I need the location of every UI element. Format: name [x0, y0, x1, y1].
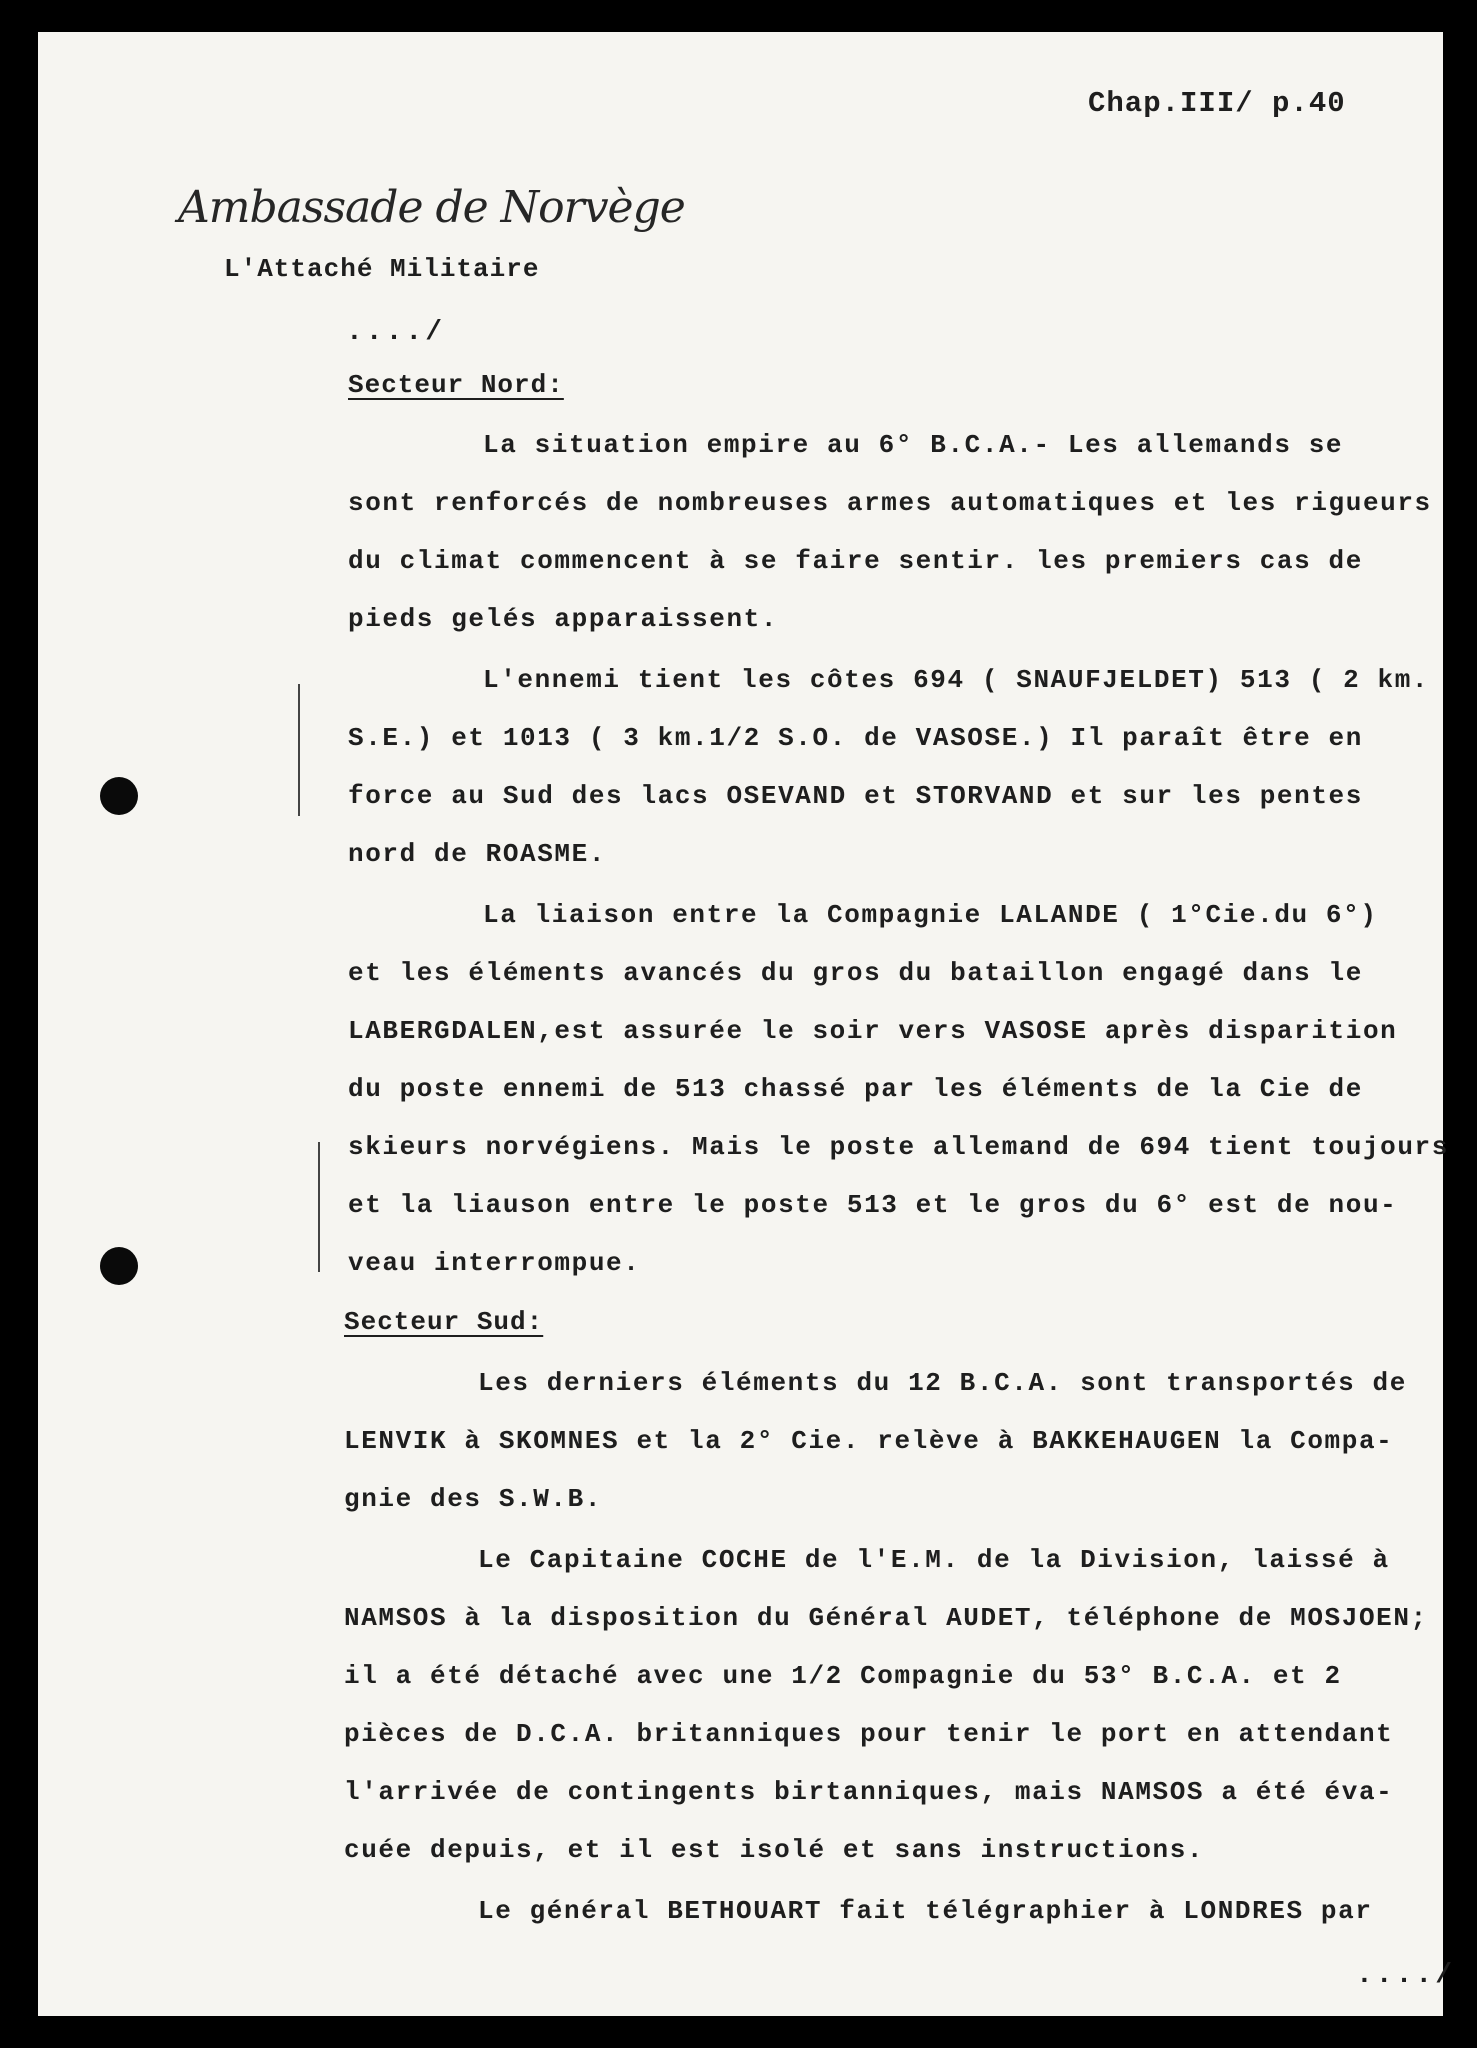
- text-line: Le général BETHOUART fait télégraphier à LONDRES par: [478, 1896, 1373, 1926]
- text-line: et les éléments avancés du gros du bataillon engagé dans le: [348, 958, 1363, 988]
- text-line: sont renforcés de nombreuses armes automatiques et les rigueurs: [348, 488, 1432, 518]
- text-line: LABERGDALEN,est assurée le soir vers VASOSE après disparition: [348, 1016, 1398, 1046]
- text-line: S.E.) et 1013 ( 3 km.1/2 S.O. de VASOSE.) Il paraît être en: [348, 723, 1363, 753]
- text-line: nord de ROASME.: [348, 839, 607, 869]
- section-heading-sud: Secteur Sud:: [344, 1307, 544, 1337]
- document-page: [38, 32, 1456, 2016]
- continuation-marker: ..../: [1356, 1960, 1456, 1991]
- text-line: l'arrivée de contingents birtanniques, mais NAMSOS a été éva-: [344, 1777, 1394, 1807]
- text-line: pièces de D.C.A. britanniques pour tenir le port en attendant: [344, 1719, 1394, 1749]
- office-title: L'Attaché Militaire: [224, 254, 540, 284]
- text-line: La liaison entre la Compagnie LALANDE ( 1°Cie.du 6°): [483, 900, 1378, 930]
- text-line: La situation empire au 6° B.C.A.- Les allemands se: [483, 430, 1344, 460]
- text-line: skieurs norvégiens. Mais le poste allemand de 694 tient toujours: [348, 1132, 1449, 1162]
- text-line: du climat commencent à se faire sentir. les premiers cas de: [348, 546, 1363, 576]
- text-line: cuée depuis, et il est isolé et sans instructions.: [344, 1835, 1205, 1865]
- text-line: gnie des S.W.B.: [344, 1484, 603, 1514]
- margin-mark: [298, 684, 300, 816]
- text-line: veau interrompue.: [348, 1248, 641, 1278]
- opening-marker: ..../: [346, 317, 446, 348]
- text-line: LENVIK à SKOMNES et la 2° Cie. relève à BAKKEHAUGEN la Compa-: [344, 1426, 1394, 1456]
- page-reference: Chap.III/ p.40: [1088, 87, 1346, 120]
- text-line: pieds gelés apparaissent.: [348, 604, 779, 634]
- punch-hole: [100, 777, 138, 815]
- section-heading-nord: Secteur Nord:: [348, 370, 564, 400]
- text-line: Les derniers éléments du 12 B.C.A. sont transportés de: [478, 1368, 1407, 1398]
- text-line: force au Sud des lacs OSEVAND et STORVAND et sur les pentes: [348, 781, 1363, 811]
- punch-hole: [100, 1247, 138, 1285]
- margin-mark: [318, 1142, 320, 1272]
- text-line: il a été détaché avec une 1/2 Compagnie du 53° B.C.A. et 2: [344, 1661, 1342, 1691]
- embassy-letterhead: Ambassade de Norvège: [178, 182, 685, 233]
- text-line: L'ennemi tient les côtes 694 ( SNAUFJELDET) 513 ( 2 km.: [483, 665, 1430, 695]
- text-line: et la liauson entre le poste 513 et le gros du 6° est de nou-: [348, 1190, 1398, 1220]
- text-line: NAMSOS à la disposition du Général AUDET, téléphone de MOSJOEN;: [344, 1603, 1428, 1633]
- text-line: du poste ennemi de 513 chassé par les éléments de la Cie de: [348, 1074, 1363, 1104]
- text-line: Le Capitaine COCHE de l'E.M. de la Division, laissé à: [478, 1545, 1390, 1575]
